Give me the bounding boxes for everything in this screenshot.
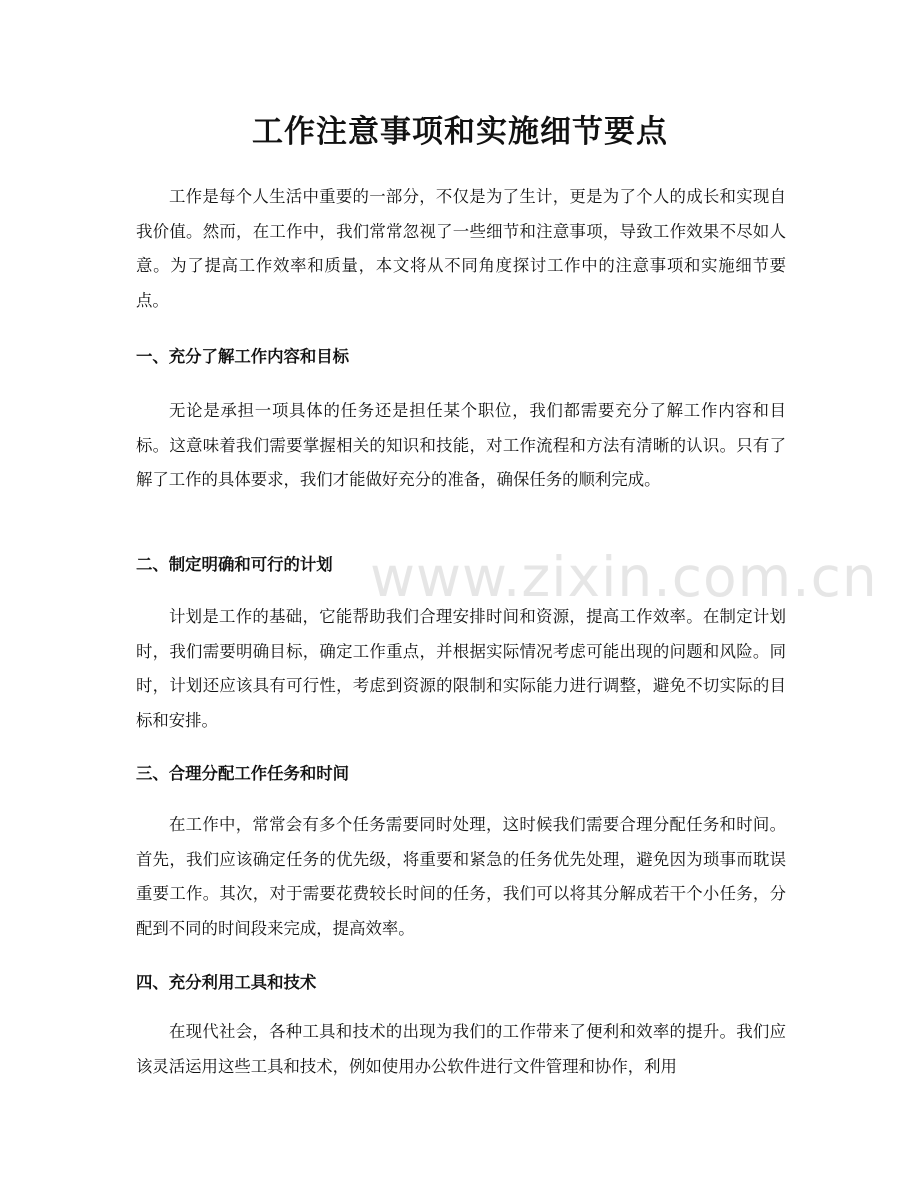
section-heading-3: 三、合理分配工作任务和时间	[136, 764, 350, 783]
section-body-4: 在现代社会，各种工具和技术的出现为我们的工作带来了便利和效率的提升。我们应该灵活运用这些工具和技术，例如使用办公软件进行文件管理和协作，利用	[136, 1022, 786, 1076]
section-body-3: 在工作中，常常会有多个任务需要同时处理，这时候我们需要合理分配任务和时间。首先，我们应该确定任务的优先级，将重要和紧急的任务优先处理，避免因为琐事而耽误重要工作。其次，对于需要花费较长时间的任务，我们可以将其分解成若干个小任务，分配到不同的时间段来完成，提高效率。	[136, 815, 786, 938]
section-body-1: 无论是承担一项具体的任务还是担任某个职位，我们都需要充分了解工作内容和目标。这意味着我们需要掌握相关的知识和技能，对工作流程和方法有清晰的认识。只有了解了工作的具体要求，我们才能做好充分的准备，确保任务的顺利完成。	[136, 401, 786, 490]
document-title: 工作注意事项和实施细节要点	[252, 114, 668, 150]
section-body-2: 计划是工作的基础，它能帮助我们合理安排时间和资源，提高工作效率。在制定计划时，我们需要明确目标，确定工作重点，并根据实际情况考虑可能出现的问题和风险。同时，计划还应该具有可行性，考虑到资源的限制和实际能力进行调整，避免不切实际的目标和安排。	[136, 607, 786, 730]
section-heading-1: 一、充分了解工作内容和目标	[136, 347, 350, 366]
section-heading-4: 四、充分利用工具和技术	[136, 973, 317, 992]
watermark-text: www.zixin.com.cn	[370, 545, 878, 609]
intro-paragraph: 工作是每个人生活中重要的一部分，不仅是为了生计，更是为了个人的成长和实现自我价值。然而，在工作中，我们常常忽视了一些细节和注意事项，导致工作效果不尽如人意。为了提高工作效率和质量，本文将从不同角度探讨工作中的注意事项和实施细节要点。	[136, 187, 786, 310]
section-heading-2: 二、制定明确和可行的计划	[136, 555, 333, 574]
